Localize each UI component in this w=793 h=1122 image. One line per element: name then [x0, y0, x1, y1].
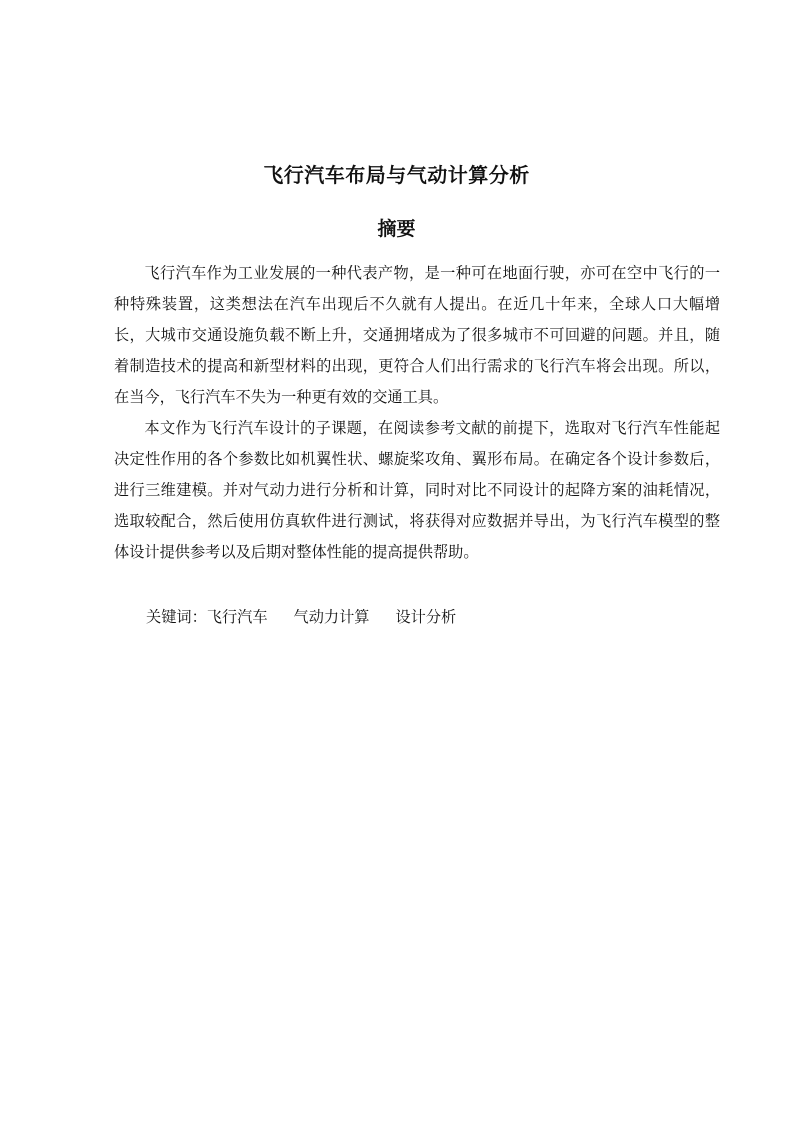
keywords-line	[146, 602, 456, 633]
abstract-body	[114, 258, 720, 568]
keywords-label: 关键词：	[146, 608, 207, 626]
abstract-paragraph-1: 飞行汽车作为工业发展的一种代表产物，是一种可在地面行驶，亦可在空中飞行的一种特殊装置，这类想法在汽车出现后不久就有人提出。在近几十年来，全球人口大幅增长，大城市交通设施负载不断上升，交通拥堵成为了很多城市不可回避的问题。并且，随着制造技术的提高和新型材料的出现，更符合人们出行需求的飞行汽车将会出现。所以，在当今，飞行汽车不失为一种更有效的交通工具。	[114, 264, 720, 406]
page-title: 飞行汽车布局与气动计算分析	[263, 163, 530, 187]
abstract-heading: 摘要	[377, 218, 416, 240]
keyword-item: 飞行汽车	[206, 608, 268, 626]
keyword-item: 气动力计算	[293, 608, 370, 626]
keyword-item: 设计分析	[395, 608, 457, 626]
abstract-paragraph-2: 本文作为飞行汽车设计的子课题，在阅读参考文献的前提下，选取对飞行汽车性能起决定性作用的各个参数比如机翼性状、螺旋桨攻角、翼形布局。在确定各个设计参数后，进行三维建模。并对气动力进行分析和计算，同时对比不同设计的起降方案的油耗情况，选取较配合，然后使用仿真软件进行测试，将获得对应数据并导出，为飞行汽车模型的整体设计提供参考以及后期对整体性能的提高提供帮助。	[114, 419, 720, 561]
